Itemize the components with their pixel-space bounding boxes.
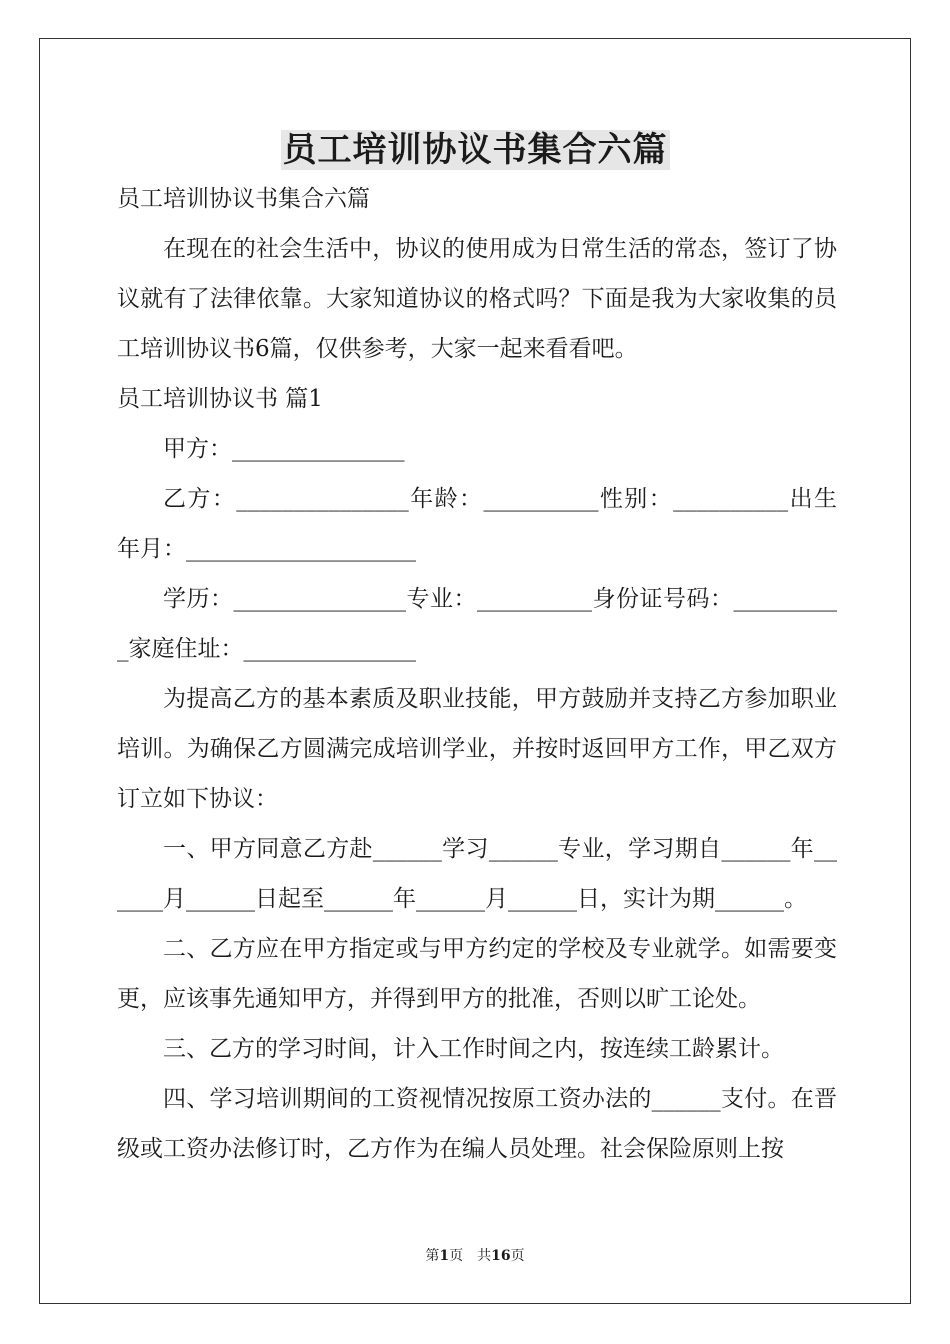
page-total: 16 [491,1248,511,1264]
purpose-paragraph: 为提高乙方的基本素质及职业技能，甲方鼓励并支持乙方参加职业培训。为确保乙方圆满完成培训学业，并按时返回甲方工作，甲乙双方订立如下协议： [117,686,837,812]
subtitle-line: 员工培训协议书集合六篇 [117,186,370,212]
document-title-text: 员工培训协议书集合六篇 [282,130,668,170]
document-body [117,174,837,1174]
clause-3-paragraph: 三、乙方的学习时间，计入工作时间之内，按连续工龄累计。 [163,1036,784,1062]
clause-2-paragraph: 二、乙方应在甲方指定或与甲方约定的学校及专业就学。如需要变更，应该事先通知甲方，并得到甲方的批准，否则以旷工论处。 [117,936,837,1012]
clause-1-paragraph: 一、甲方同意乙方赴______学习______专业，学习期自______年______月______日起至______年______月______日，实计为期______。 [117,836,837,912]
section-heading: 员工培训协议书 篇1 [117,386,323,412]
clause-4-paragraph: 四、学习培训期间的工资视情况按原工资办法的______支付。在晋级或工资办法修订时，乙方作为在编人员处理。社会保险原则上按 [117,1086,837,1162]
party-b-paragraph: 乙方：_______________年龄：__________性别：__________出生年月：____________________ [117,486,837,562]
education-paragraph: 学历：_______________专业：__________身份证号码：__________家庭住址：_______________ [117,586,837,662]
intro-paragraph: 在现在的社会生活中，协议的使用成为日常生活的常态，签订了协议就有了法律依靠。大家知道协议的格式吗？下面是我为大家收集的员工培训协议书6篇，仅供参考，大家一起来看看吧。 [117,236,837,362]
party-a-line: 甲方：_______________ [163,436,405,462]
page-mid: 页 共 [449,1248,492,1264]
document-title [0,126,950,174]
page-suffix: 页 [510,1248,525,1264]
page-footer [0,1246,950,1266]
page-current: 1 [439,1248,450,1264]
page-prefix: 第 [425,1248,440,1264]
